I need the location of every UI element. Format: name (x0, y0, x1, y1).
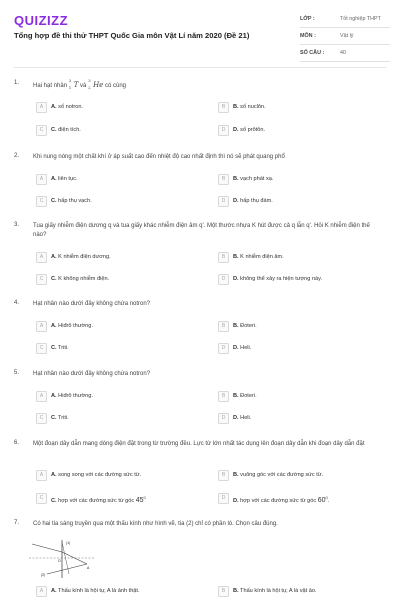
question-number: 5. (14, 370, 20, 376)
lens-ray-diagram (27, 538, 97, 580)
question-number: 4. (14, 300, 20, 306)
option-b[interactable]: B B. vạch phát xạ. (218, 174, 378, 186)
option-d[interactable]: D D. hợp với các đường sức từ góc $60^0$. (218, 493, 378, 505)
option-letter-box[interactable]: A (36, 174, 47, 185)
meta-value: Tốt nghiệp THPT (340, 16, 381, 22)
option-letter-box[interactable]: A (36, 391, 47, 402)
option-a[interactable]: A A. Thấu kính là hội tụ; A là ảnh thật. (36, 586, 196, 598)
question-text: Hai hạt nhân 3 1 T và 3 2 He có cùng (33, 78, 126, 90)
option-letter-box[interactable]: B (218, 252, 229, 263)
meta-row-subject (300, 31, 390, 45)
meta-row-class (300, 14, 390, 28)
option-b[interactable]: B B. số nuclôn. (218, 102, 378, 114)
label-a: A (87, 566, 90, 570)
option-c[interactable]: C C. điện tích. (36, 125, 196, 137)
option-letter-box[interactable]: B (218, 321, 229, 332)
meta-row-count (300, 48, 390, 62)
option-b[interactable]: B B. Đoteri. (218, 321, 378, 333)
question-text: Có hai tia sáng truyền qua một thấu kính như hình vẽ, tia (2) chỉ có phần ló. Chọn câu đúng. (33, 521, 278, 527)
page-title: Tổng hợp đề thi thử THPT Quốc Gia môn Vật Lí năm 2020 (Đề 21) (14, 31, 250, 40)
option-letter-box[interactable]: B (218, 470, 229, 481)
option-b[interactable]: B B. vuông góc với các đường sức từ. (218, 470, 378, 482)
option-a[interactable]: A A. Hiđrô thường. (36, 321, 196, 333)
option-letter-box[interactable]: B (218, 174, 229, 185)
label-ray-2: (2) (41, 573, 46, 577)
option-c[interactable]: C C. Triti. (36, 413, 196, 425)
question-number: 2. (14, 153, 20, 159)
meta-key: LỚP : (300, 16, 315, 22)
nucleus-formula-he: 3 2 He (88, 78, 104, 90)
option-d[interactable]: D D. số prôtôn. (218, 125, 378, 137)
ray-1-incident (32, 544, 62, 552)
option-letter-box[interactable]: A (36, 321, 47, 332)
header-divider (14, 67, 386, 68)
option-letter-box[interactable]: B (218, 391, 229, 402)
option-c[interactable]: C C. hấp thụ vạch. (36, 196, 196, 208)
option-letter-box[interactable]: C (36, 413, 47, 424)
option-letter-box[interactable]: C (36, 274, 47, 285)
option-a[interactable]: A A. Hiđrô thường. (36, 391, 196, 403)
option-a[interactable]: A A. số notron. (36, 102, 196, 114)
option-letter-box[interactable]: D (218, 343, 229, 354)
option-letter-box[interactable]: A (36, 102, 47, 113)
option-d[interactable]: D D. Heli. (218, 413, 378, 425)
option-b[interactable]: B B. Thấu kính là hội tụ; A là vật ảo. (218, 586, 378, 598)
option-letter-box[interactable]: D (218, 493, 229, 504)
option-letter-box[interactable]: D (218, 125, 229, 136)
option-letter-box[interactable]: D (218, 196, 229, 207)
question-number: 3. (14, 222, 20, 228)
option-a[interactable]: A A. liên tục. (36, 174, 196, 186)
option-letter-box[interactable]: B (218, 102, 229, 113)
question-text: Khi nung nóng một chất khí ở áp suất cao đến nhiệt độ cao nhất định thì nó sẽ phát quang phổ (33, 154, 285, 160)
option-c[interactable]: C C. K không nhiễm điện. (36, 274, 196, 286)
option-b[interactable]: B B. Đoteri. (218, 391, 378, 403)
option-letter-box[interactable]: A (36, 586, 47, 597)
question-text: Tua giấy nhiễm điện dương q và tua giấy khác nhiễm điện âm q'. Một thước nhựa K hút được cả q lẫn q'. Hỏi K nhiễm điện thế nào? (33, 223, 370, 238)
option-d[interactable]: D D. Heli. (218, 343, 378, 355)
question-number: 1. (14, 80, 20, 86)
option-letter-box[interactable]: D (218, 413, 229, 424)
meta-key: MÔN : (300, 33, 316, 39)
label-o: O (58, 559, 61, 563)
meta-table (300, 14, 390, 65)
option-letter-box[interactable]: B (218, 586, 229, 597)
question-text: Hạt nhân nào dưới đây không chứa notron? (33, 301, 151, 307)
question-text: Một đoạn dây dẫn mang dòng điện đặt trong từ trường đều. Lực từ lớn nhất tác dụng lên đoạn dây dẫn khi đoạn dây dẫn đặt (33, 441, 365, 447)
label-ray-1: (1) (66, 541, 71, 545)
option-c[interactable]: C C. Triti. (36, 343, 196, 355)
option-d[interactable]: D D. hấp thụ đám. (218, 196, 378, 208)
option-letter-box[interactable]: A (36, 252, 47, 263)
option-d[interactable]: D D. không thể xảy ra hiện tượng này. (218, 274, 378, 286)
meta-value: Vật lý (340, 33, 354, 39)
option-c[interactable]: C C. hợp với các đường sức từ góc $45^0$ (36, 493, 196, 505)
option-letter-box[interactable]: C (36, 125, 47, 136)
option-letter-box[interactable]: C (36, 493, 47, 504)
header (0, 0, 400, 62)
question-text: Hạt nhân nào dưới đây không chứa notron? (33, 371, 151, 377)
meta-key: SỐ CÂU : (300, 50, 325, 56)
option-letter-box[interactable]: C (36, 343, 47, 354)
option-a[interactable]: A A. song song với các đường sức từ. (36, 470, 196, 482)
question-number: 7. (14, 520, 20, 526)
option-letter-box[interactable]: A (36, 470, 47, 481)
nucleus-formula-t: 3 1 T (68, 78, 79, 90)
option-letter-box[interactable]: D (218, 274, 229, 285)
option-letter-box[interactable]: C (36, 196, 47, 207)
option-a[interactable]: A A. K nhiễm điện dương. (36, 252, 196, 264)
option-b[interactable]: B B. K nhiễm điện âm. (218, 252, 378, 264)
quizizz-logo: QUIZIZZ (14, 13, 69, 28)
meta-value: 40 (340, 50, 346, 56)
question-number: 6. (14, 440, 20, 446)
